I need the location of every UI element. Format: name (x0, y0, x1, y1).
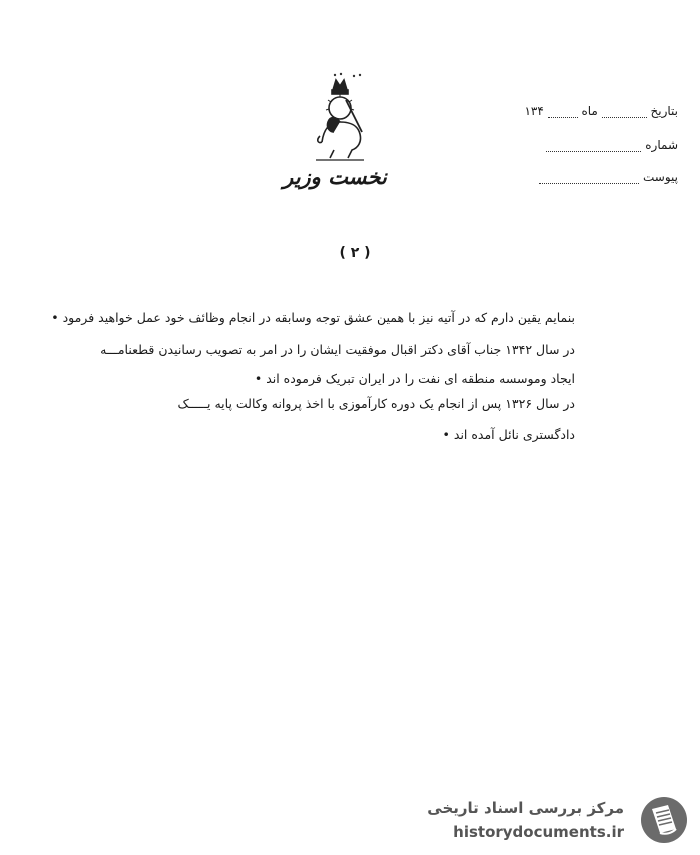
number-dots (546, 151, 641, 152)
attachment-dots (539, 183, 639, 184)
date-month-dots (548, 117, 578, 118)
page-number: ( ۲ ) (339, 245, 371, 261)
body-line-4: در سال ۱۳۲۶ پس از انجام یک دوره کارآموزی با اخذ پروانه وکالت پایه یـــــک (177, 396, 575, 411)
number-field (528, 138, 678, 152)
body-line-1: بنمایم یقین دارم که در آتیه نیز با همین عشق توجه وسابقه در انجام وظائف خود عمل خواهید فرمود • (51, 310, 575, 325)
document-book-icon (638, 795, 690, 845)
letterhead-title: نخست وزیر (283, 164, 387, 189)
watermark-name: مرکز بررسی اسناد تاریخی (427, 799, 624, 817)
body-line-2: در سال ۱۳۴۲ جناب آقای دکتر اقبال موفقیت ایشان را در امر به تصویب رسانیدن قطعنامـــه (100, 342, 575, 357)
lion-and-sun-emblem-icon (300, 70, 380, 165)
attachment-field (518, 170, 678, 184)
date-day-dots (602, 117, 647, 118)
month-label: ماه (581, 104, 598, 118)
number-label: شماره (645, 138, 678, 152)
watermark (410, 793, 692, 848)
body-line-3: ایجاد وموسسه منطقه ای نفت را در ایران تبریک فرموده اند • (254, 371, 575, 386)
body-line-5: دادگستری نائل آمده اند • (442, 427, 575, 442)
date-label: بتاریخ (650, 104, 678, 118)
attachment-label: پیوست (643, 170, 678, 184)
year-prefix: ۱۳۴ (524, 104, 544, 118)
date-field (488, 104, 678, 118)
watermark-url: historydocuments.ir (453, 823, 624, 841)
